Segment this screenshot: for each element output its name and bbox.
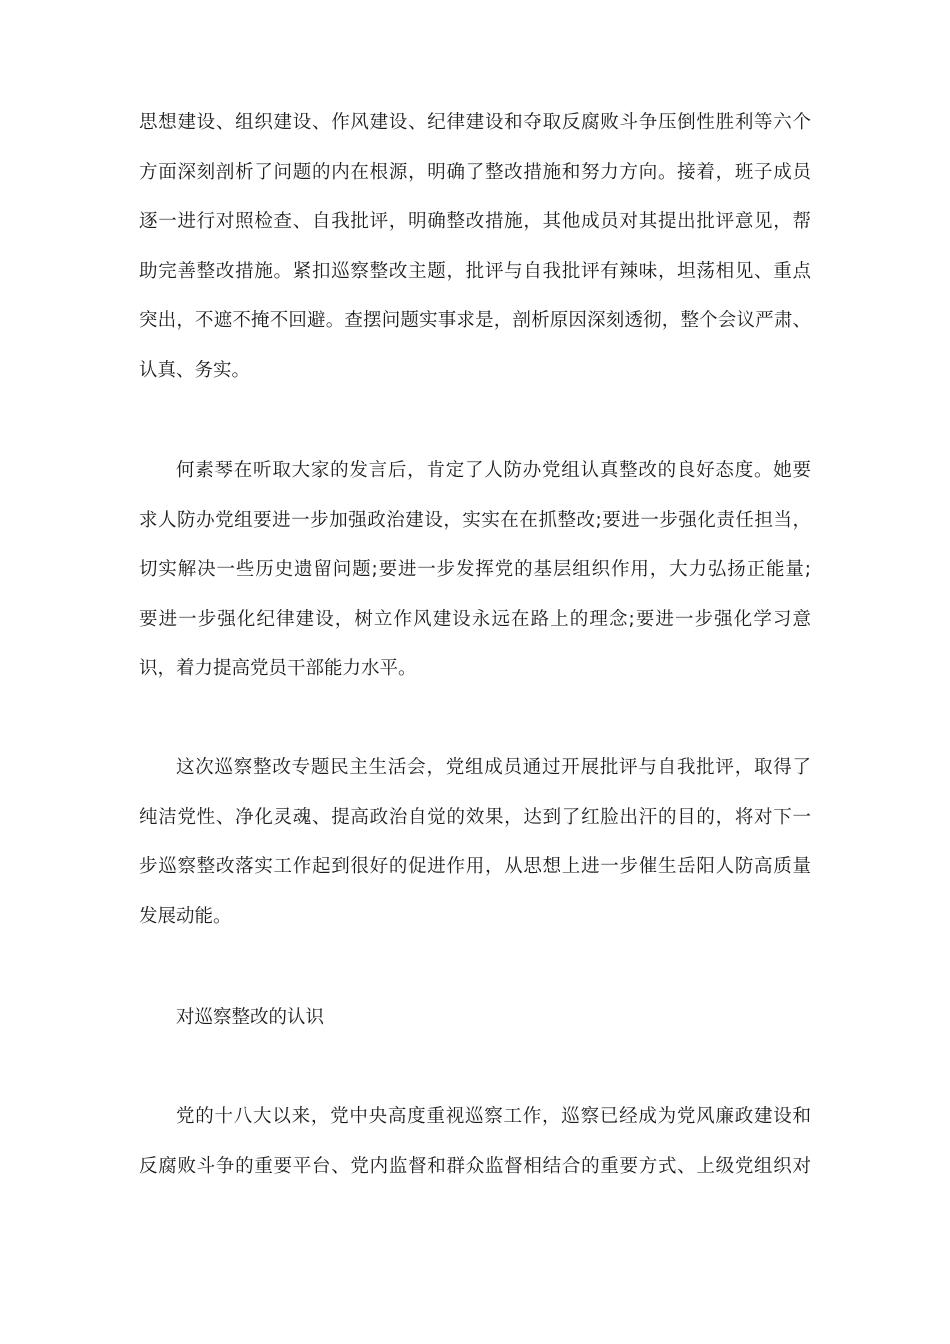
paragraph-line: 求人防办党组要进一步加强政治建设，实实在在抓整改;要进一步强化责任担当， (139, 509, 811, 531)
paragraph-line: 切实解决一些历史遗留问题;要进一步发挥党的基层组织作用，大力弘扬正能量; (139, 559, 811, 580)
paragraph-line: 步巡察整改落实工作起到很好的促进作用，从思想上进一步催生岳阳人防高质量 (139, 856, 811, 877)
paragraph-line: 何素琴在听取大家的发言后，肯定了人防办党组认真整改的良好态度。她要 (176, 460, 811, 481)
paragraph-line: 突出，不遮不掩不回避。查摆问题实事求是，剖析原因深刻透彻，整个会议严肃、 (139, 310, 811, 331)
section-heading-text: 对巡察整改的认识 (176, 1007, 325, 1028)
paragraph-line: 逐一进行对照检查、自我批评，明确整改措施，其他成员对其提出批评意见，帮 (139, 211, 811, 232)
paragraph-line: 识，着力提高党员干部能力水平。 (139, 658, 417, 679)
paragraph-line: 纯洁党性、净化灵魂、提高政治自觉的效果，达到了红脸出汗的目的，将对下一 (139, 806, 811, 828)
paragraph-5 (139, 1092, 811, 1191)
section-heading (139, 993, 811, 1043)
paragraph-1 (139, 98, 811, 395)
paragraph-line: 认真、务实。 (139, 359, 251, 381)
paragraph-2 (139, 446, 811, 694)
paragraph-3 (139, 743, 811, 941)
paragraph-line: 思想建设、组织建设、作风建设、纪律建设和夺取反腐败斗争压倒性胜利等六个 (139, 112, 811, 133)
paragraph-line: 反腐败斗争的重要平台、党内监督和群众监督相结合的重要方式、上级党组织对 (139, 1155, 811, 1177)
paragraph-line: 党的十八大以来，党中央高度重视巡察工作，巡察已经成为党风廉政建设和 (176, 1106, 811, 1127)
paragraph-line: 方面深刻剖析了问题的内在根源，明确了整改措施和努力方向。接着，班子成员 (139, 161, 811, 183)
paragraph-line: 这次巡察整改专题民主生活会，党组成员通过开展批评与自我批评，取得了 (176, 757, 811, 778)
paragraph-line: 要进一步强化纪律建设，树立作风建设永远在路上的理念;要进一步强化学习意 (139, 608, 811, 630)
paragraph-line: 发展动能。 (139, 905, 232, 927)
paragraph-line: 助完善整改措施。紧扣巡察整改主题，批评与自我批评有辣味，坦荡相见、重点 (139, 260, 811, 282)
